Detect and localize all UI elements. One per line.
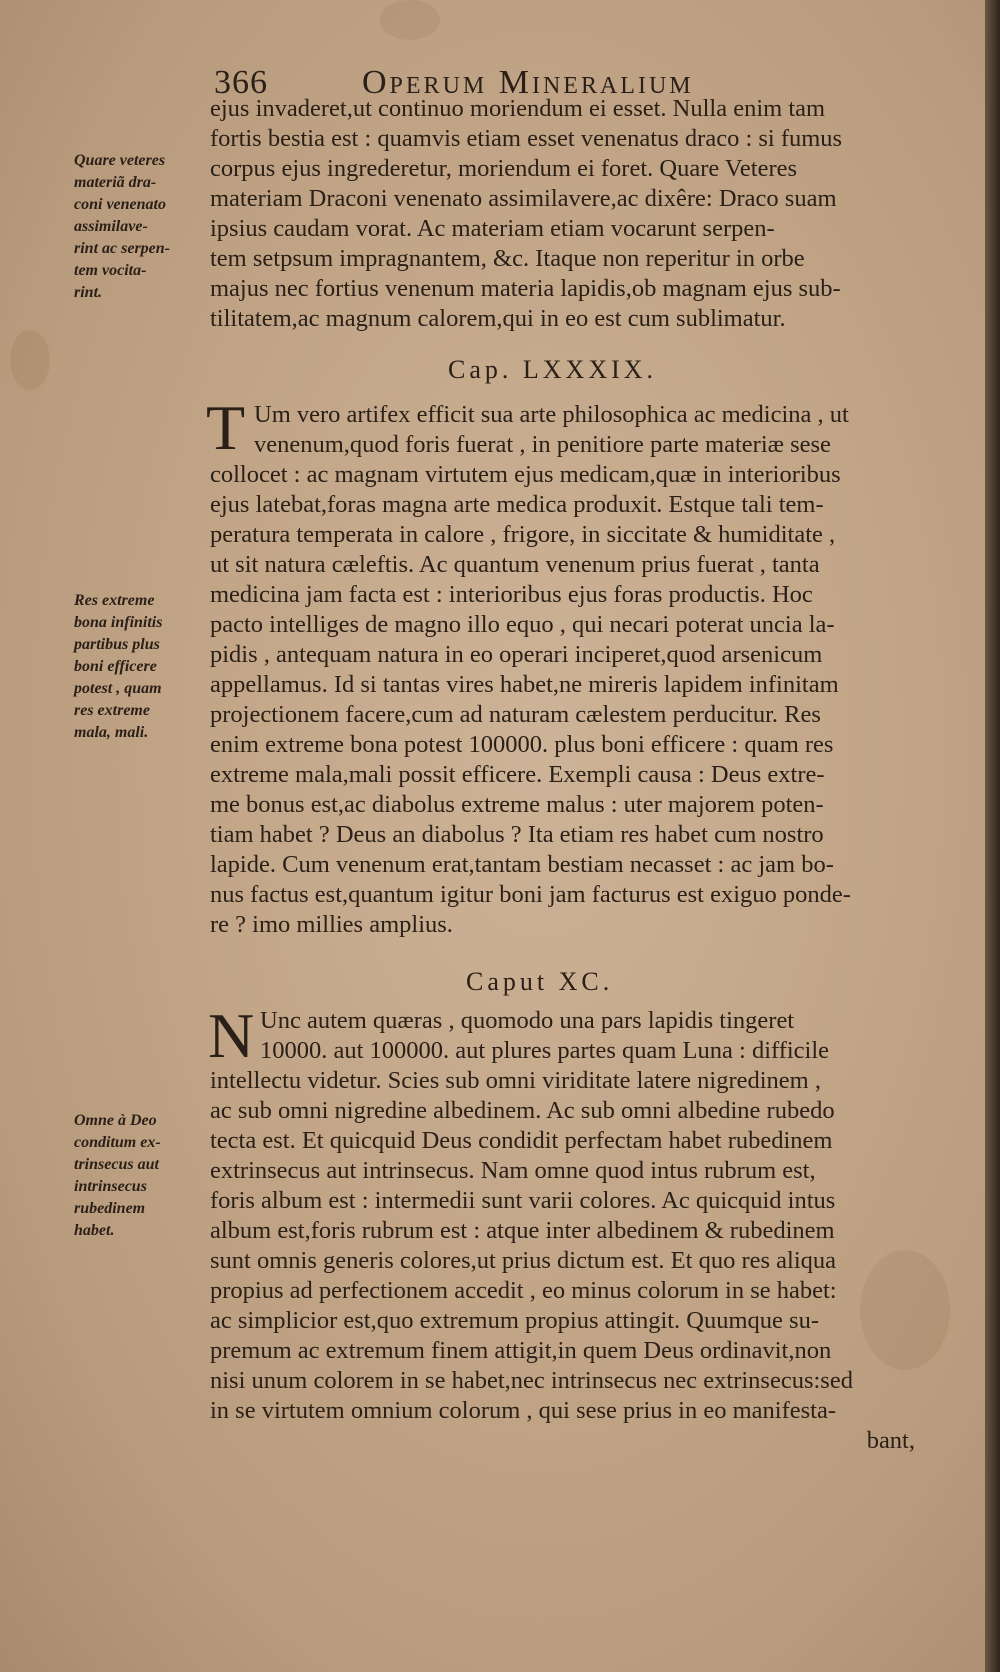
- margin-note-line: res extreme: [74, 702, 150, 719]
- chapter-heading: Caput XC.: [466, 967, 614, 996]
- text-line: ut sit natura cæleftis. Ac quantum venenum prius fuerat , tanta: [210, 551, 820, 578]
- text-line: sunt omnis generis colores,ut prius dictum est. Et quo res aliqua: [210, 1247, 837, 1274]
- text-line: nus factus est,quantum igitur boni jam facturus est exiguo ponde-: [210, 881, 851, 908]
- margin-note-line: rint.: [74, 284, 103, 301]
- text-line: collocet : ac magnam virtutem ejus medicam,quæ in interioribus: [210, 461, 841, 488]
- text-line: ac simplicior est,quo extremum propius attingit. Quumque su-: [210, 1307, 819, 1334]
- drop-cap: T: [206, 392, 246, 463]
- margin-note: [74, 590, 208, 744]
- text-line: Um vero artifex efficit sua arte philosophica ac medicina , ut: [254, 401, 849, 428]
- text-line: 10000. aut 100000. aut plures partes quam Luna : difficile: [260, 1037, 830, 1064]
- margin-note-line: boni efficere: [74, 658, 157, 675]
- text-line: extreme mala,mali possit efficere. Exempli causa : Deus extre-: [210, 761, 825, 788]
- margin-note-line: materiã dra-: [74, 174, 157, 191]
- text-line: foris album est : intermedii sunt varii colores. Ac quicquid intus: [210, 1187, 836, 1214]
- margin-note: [74, 150, 208, 304]
- drop-cap: N: [208, 1000, 255, 1071]
- text-line: pidis , antequam natura in eo operari inciperet,quod arsenicum: [210, 641, 823, 668]
- margin-note-line: Res extreme: [74, 592, 155, 609]
- text-line: ejus latebat,foras magna arte medica produxit. Estque tali tem-: [210, 491, 824, 518]
- text-line: venenum,quod foris fuerat , in penitiore parte materiæ sese: [254, 431, 831, 458]
- margin-note-line: trinsecus aut: [74, 1156, 159, 1173]
- margin-note-line: intrinsecus: [74, 1178, 147, 1195]
- text-line: intellectu videtur. Scies sub omni viriditate latere nigredinem ,: [210, 1067, 821, 1094]
- margin-note-line: Quare veteres: [74, 152, 166, 169]
- text-line: tecta est. Et quicquid Deus condidit perfectam habet rubedinem: [210, 1127, 833, 1154]
- margin-note-line: coni venenato: [74, 196, 166, 213]
- chapter-heading: Cap. LXXXIX.: [448, 355, 658, 384]
- text-line: album est,foris rubrum est : atque inter albedinem & rubedinem: [210, 1217, 835, 1244]
- text-line: tilitatem,ac magnum calorem,qui in eo est cum sublimatur.: [210, 305, 786, 332]
- text-line: corpus ejus ingrederetur, moriendum ei foret. Quare Veteres: [210, 155, 798, 182]
- page-stain: [10, 330, 50, 390]
- page-number: 366: [214, 64, 268, 101]
- text-line: nisi unum colorem in se habet,nec intrinsecus nec extrinsecus:sed: [210, 1367, 853, 1394]
- text-line: majus nec fortius venenum materia lapidis,ob magnam ejus sub-: [210, 275, 841, 302]
- text-line: in se virtutem omnium colorum , qui sese prius in eo manifesta-: [210, 1397, 836, 1424]
- text-line: ac sub omni nigredine albedinem. Ac sub omni albedine rubedo: [210, 1097, 835, 1124]
- running-title: Operum Mineralium: [362, 64, 694, 101]
- margin-note-line: assimilave-: [74, 218, 148, 235]
- text-line: materiam Draconi venenato assimilavere,ac dixêre: Draco suam: [210, 185, 837, 212]
- margin-note-line: bona infinitis: [74, 614, 163, 631]
- text-line: ipsius caudam vorat. Ac materiam etiam vocarunt serpen-: [210, 215, 775, 242]
- text-line: lapide. Cum venenum erat,tantam bestiam necasset : ac jam bo-: [210, 851, 834, 878]
- margin-note-line: potest , quam: [74, 680, 162, 697]
- page-stain: [860, 1250, 950, 1370]
- text-line: ejus invaderet,ut continuo moriendum ei esset. Nulla enim tam: [210, 95, 826, 122]
- text-line: fortis bestia est : quamvis etiam esset venenatus draco : si fumus: [210, 125, 843, 152]
- catchword: bant,: [866, 1427, 915, 1454]
- text-line: re ? imo millies amplius.: [210, 911, 453, 938]
- text-line: extrinsecus aut intrinsecus. Nam omne quod intus rubrum est,: [210, 1157, 816, 1184]
- text-line: appellamus. Id si tantas vires habet,ne mireris lapidem infinitam: [210, 671, 839, 698]
- text-line: premum ac extremum finem attigit,in quem Deus ordinavit,non: [210, 1337, 832, 1364]
- margin-note-line: rubedinem: [74, 1200, 146, 1217]
- text-line: tiam habet ? Deus an diabolus ? Ita etiam res habet cum nostro: [210, 821, 824, 848]
- margin-note-line: habet.: [74, 1222, 115, 1239]
- margin-note-line: tem vocita-: [74, 262, 147, 279]
- page-stain: [380, 0, 440, 40]
- margin-note-line: mala, mali.: [74, 724, 149, 741]
- text-line: enim extreme bona potest 100000. plus boni efficere : quam res: [210, 731, 834, 758]
- text-line: pacto intelliges de magno illo equo , qui necari poterat uncia la-: [210, 611, 835, 638]
- margin-note-line: Omne à Deo: [74, 1112, 157, 1129]
- text-line: projectionem facere,cum ad naturam cælestem perducitur. Res: [210, 701, 821, 728]
- text-line: Unc autem quæras , quomodo una pars lapidis tingeret: [260, 1007, 795, 1034]
- margin-note-line: partibus plus: [74, 636, 160, 653]
- text-line: tem setpsum impragnantem, &c. Itaque non reperitur in orbe: [210, 245, 805, 272]
- margin-note-line: conditum ex-: [74, 1134, 161, 1151]
- page-edge-shadow: [985, 0, 1000, 1672]
- text-line: propius ad perfectionem accedit , eo minus colorum in se habet:: [210, 1277, 837, 1304]
- margin-note-line: rint ac serpen-: [74, 240, 170, 257]
- margin-note: [74, 1110, 208, 1242]
- text-line: medicina jam facta est : interioribus ejus foras productis. Hoc: [210, 581, 813, 608]
- text-line: peratura temperata in calore , frigore, in siccitate & humiditate ,: [210, 521, 836, 548]
- text-line: me bonus est,ac diabolus extreme malus : uter majorem poten-: [210, 791, 824, 818]
